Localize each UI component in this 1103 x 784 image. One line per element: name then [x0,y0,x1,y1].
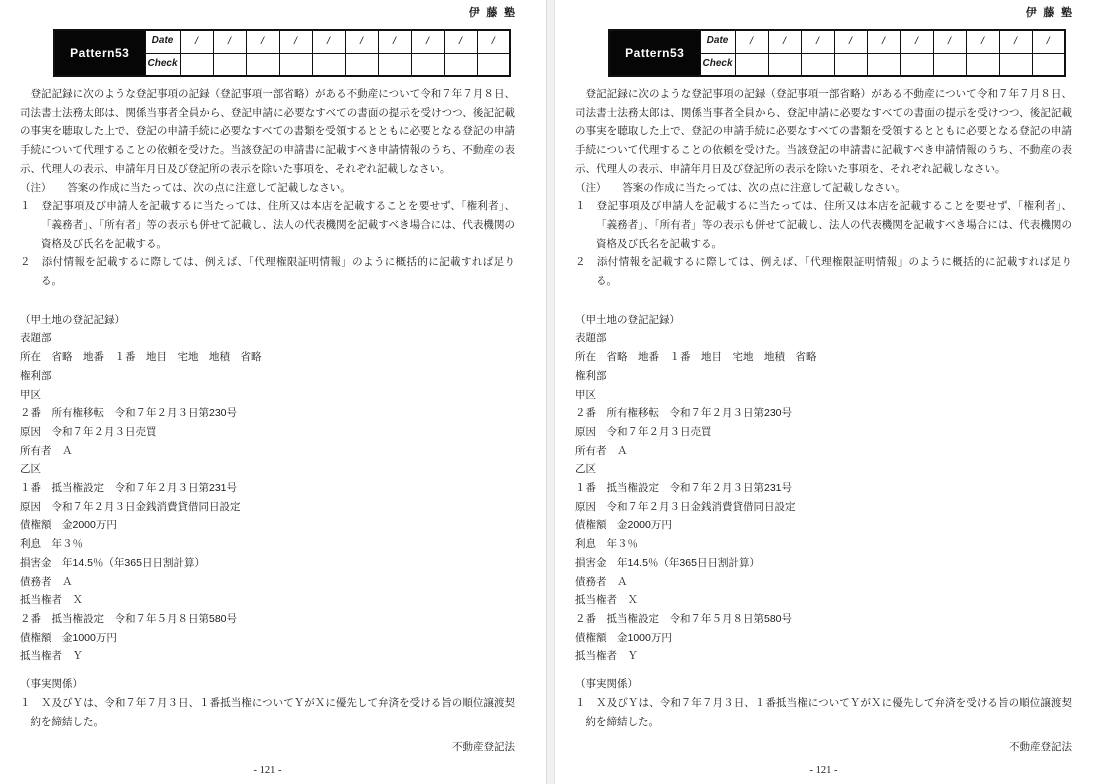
date-slash-cell: / [801,30,834,53]
check-cell [834,53,867,76]
date-slash-cell: / [768,30,801,53]
record-line: 抵当権者 Ｙ [575,650,638,663]
check-cell [312,53,345,76]
check-cell [477,53,510,76]
facts-title: （事実関係） [20,678,83,691]
record-line: 所在 省略 地番 １番 地目 宅地 地積 省略 [575,351,817,364]
check-cell [411,53,444,76]
record-line: 債権額 金2000万円 [20,519,117,532]
note-item-1: １ 登記事項及び申請人を記載するに当たっては、住所又は本店を記載することを要せず、「権利者」、「義務者」、「所有者」等の表示も併せて記載し、法人の代表機関を記載すべき場合には、代表機関の資格及び氏名を記載する。 [575,200,1072,250]
check-cell [735,53,768,76]
record-line: 所有者 Ａ [575,444,628,457]
check-cell [279,53,312,76]
record-line: 債務者 Ａ [20,575,73,588]
date-slash-cell: / [180,30,213,53]
date-slash-cell: / [378,30,411,53]
date-slash-cell: / [312,30,345,53]
intro-paragraph: 登記記録に次のような登記事項の記録（登記事項一部省略）がある不動産について令和７年７月８日、司法書士法務太郎は、関係当事者全員から、登記申請に必要なすべての書面の提示を受けつつ、後記記載の事実を聴取した上で、登記の申請手続に必要なすべての書類を受領するとともに必要となる登記の申請手続について代理することの依頼を受けた。当該登記の申請書に記載すべき申請情報のうち、不動産の表示、代理人の表示、申請年月日及び登記所の表示を除いた事項を、それぞれ記載しなさい。 [20,88,515,175]
date-label: Date [700,30,735,53]
record-line: 債務者 Ａ [575,575,628,588]
date-slash-cell: / [900,30,933,53]
page-gutter [546,0,555,784]
record-line: 債権額 金1000万円 [20,631,117,644]
facts-section [575,675,1072,731]
facts-item-1: １ Ｘ及びＹは、令和７年７月３日、１番抵当権についてＹがＸに優先して弁済を受ける旨の順位譲渡契約を締結した。 [20,696,515,728]
date-row [54,30,510,53]
law-name: 不動産登記法 [1009,741,1072,754]
check-cell [999,53,1032,76]
date-slash-cell: / [966,30,999,53]
record-line: 乙区 [575,463,596,476]
facts-title: （事実関係） [575,678,638,691]
record-title: （甲土地の登記記録） [20,313,125,326]
date-slash-cell: / [246,30,279,53]
check-cell [1032,53,1065,76]
date-slash-cell: / [411,30,444,53]
check-cell [933,53,966,76]
record-line: 利息 年３％ [575,538,638,551]
date-slash-cell: / [213,30,246,53]
note-item-2: ２ 添付情報を記載するに際しては、例えば、「代理権限証明情報」のように概括的に記載すれば足りる。 [20,256,515,288]
date-slash-cell: / [933,30,966,53]
check-cell [180,53,213,76]
record-line: 抵当権者 Ｘ [20,594,83,607]
check-cell [345,53,378,76]
record-line: 抵当権者 Ｙ [20,650,83,663]
registration-record [575,311,1072,666]
date-slash-cell: / [345,30,378,53]
record-line: 表題部 [575,332,607,345]
record-title: （甲土地の登記記録） [575,313,680,326]
check-cell [966,53,999,76]
record-line: ２番 所有権移転 令和７年２月３日第230号 [20,407,238,420]
pattern-label: Pattern53 [609,30,700,76]
record-line: 原因 令和７年２月３日売買 [575,425,712,438]
check-cell [444,53,477,76]
note-section [575,179,1072,291]
date-slash-cell: / [1032,30,1065,53]
record-line: １番 抵当権設定 令和７年２月３日第231号 [575,482,793,495]
record-line: 甲区 [575,388,596,401]
date-check-table [608,29,1066,77]
record-line: 原因 令和７年２月３日金銭消費貸借同日設定 [20,500,241,513]
record-line: 損害金 年14.5％（年365日日割計算） [20,556,205,569]
check-cell [213,53,246,76]
note-section [20,179,515,291]
record-line: 原因 令和７年２月３日金銭消費貸借同日設定 [575,500,796,513]
date-check-table [53,29,511,77]
date-slash-cell: / [867,30,900,53]
record-line: ２番 所有権移転 令和７年２月３日第230号 [575,407,793,420]
pattern-label: Pattern53 [54,30,145,76]
check-cell [768,53,801,76]
record-line: 権利部 [20,369,52,382]
facts-item-1: １ Ｘ及びＹは、令和７年７月３日、１番抵当権についてＹがＸに優先して弁済を受ける旨の順位譲渡契約を締結した。 [575,696,1072,728]
page-number: - 121 - [809,764,838,776]
record-line: 所在 省略 地番 １番 地目 宅地 地積 省略 [20,351,262,364]
record-line: 所有者 Ａ [20,444,73,457]
page-number: - 121 - [253,764,282,776]
itojuku-logo: 伊藤塾 [1025,7,1079,19]
check-cell [801,53,834,76]
date-slash-cell: / [444,30,477,53]
record-line: 損害金 年14.5％（年365日日割計算） [575,556,760,569]
record-line: 債権額 金2000万円 [575,519,672,532]
date-row [609,30,1065,53]
check-cell [900,53,933,76]
note-heading: （注） 答案の作成に当たっては、次の点に注意して記載しなさい。 [20,181,351,194]
date-slash-cell: / [999,30,1032,53]
check-cell [378,53,411,76]
record-line: 表題部 [20,332,52,345]
note-item-2: ２ 添付情報を記載するに際しては、例えば、「代理権限証明情報」のように概括的に記載すれば足りる。 [575,256,1072,288]
registration-record [20,311,515,666]
record-line: １番 抵当権設定 令和７年２月３日第231号 [20,482,238,495]
record-line: 原因 令和７年２月３日売買 [20,425,157,438]
record-line: 抵当権者 Ｘ [575,594,638,607]
check-cell [246,53,279,76]
record-line: 乙区 [20,463,41,476]
itojuku-logo: 伊藤塾 [468,7,522,19]
check-cell [867,53,900,76]
date-slash-cell: / [735,30,768,53]
law-name: 不動産登記法 [452,741,515,754]
record-line: 債権額 金1000万円 [575,631,672,644]
record-line: 利息 年３％ [20,538,83,551]
intro-paragraph: 登記記録に次のような登記事項の記録（登記事項一部省略）がある不動産について令和７年７月８日、司法書士法務太郎は、関係当事者全員から、登記申請に必要なすべての書面の提示を受けつつ、後記記載の事実を聴取した上で、登記の申請手続に必要なすべての書類を受領するとともに必要となる登記の申請手続について代理することの依頼を受けた。当該登記の申請書に記載すべき申請情報のうち、不動産の表示、代理人の表示、申請年月日及び登記所の表示を除いた事項を、それぞれ記載しなさい。 [575,88,1072,175]
date-slash-cell: / [279,30,312,53]
facts-section [20,675,515,731]
record-line: ２番 抵当権設定 令和７年５月８日第580号 [575,612,793,625]
record-line: 甲区 [20,388,41,401]
record-line: ２番 抵当権設定 令和７年５月８日第580号 [20,612,238,625]
date-slash-cell: / [477,30,510,53]
date-slash-cell: / [834,30,867,53]
page-left [0,0,546,784]
note-item-1: １ 登記事項及び申請人を記載するに当たっては、住所又は本店を記載することを要せず、「権利者」、「義務者」、「所有者」等の表示も併せて記載し、法人の代表機関を記載すべき場合には、代表機関の資格及び氏名を記載する。 [20,200,515,250]
note-heading: （注） 答案の作成に当たっては、次の点に注意して記載しなさい。 [575,181,906,194]
record-line: 権利部 [575,369,607,382]
page-right [555,0,1103,784]
check-label: Check [700,53,735,76]
check-label: Check [145,53,180,76]
date-label: Date [145,30,180,53]
